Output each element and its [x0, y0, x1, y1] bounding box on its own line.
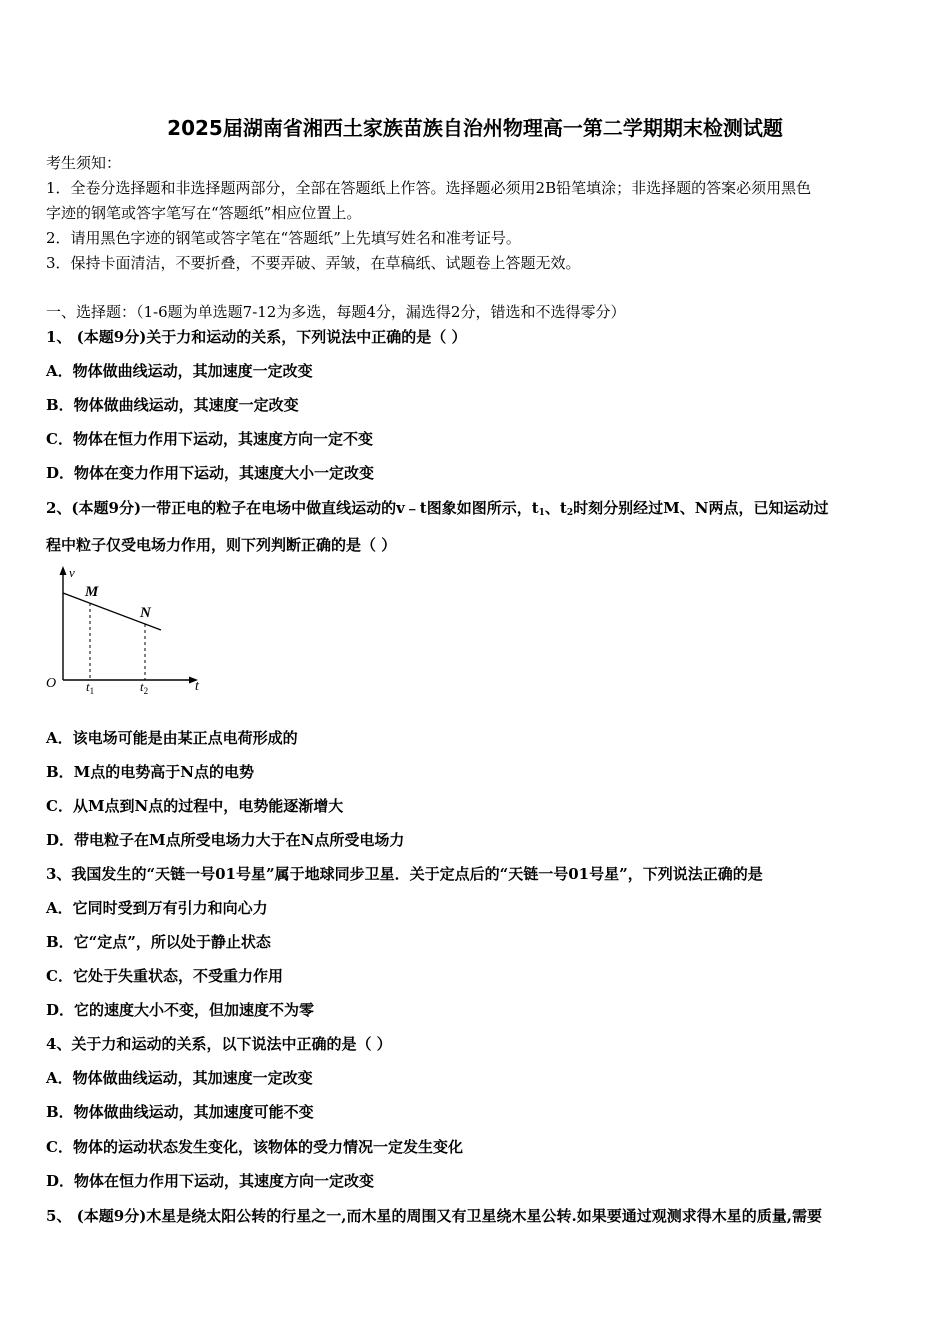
m-label: M [85, 584, 99, 600]
t-label: t [195, 679, 199, 694]
notice-item: 3．保持卡面清洁，不要折叠，不要弄破、弄皱，在草稿纸、试题卷上答题无效。 [46, 254, 581, 272]
question-3-option-b: B．它“定点”，所以处于静止状态 [46, 933, 271, 951]
question-1-stem: 1、 (本题9分)关于力和运动的关系，下列说法中正确的是（ ） [46, 328, 467, 346]
question-4-option-b: B．物体做曲线运动，其加速度可能不变 [46, 1103, 314, 1121]
t1-sub: 1 [89, 686, 95, 696]
v-label: v [69, 565, 75, 580]
notice-item: 字迹的钢笔或答字笔写在“答题纸”相应位置上。 [46, 204, 362, 222]
question-2-stem-part: 时刻分别经过M、N两点，已知运动过 [573, 499, 829, 517]
subscript: 1 [538, 508, 545, 518]
t2-label [140, 679, 148, 696]
question-4-option-c: C．物体的运动状态发生变化，该物体的受力情况一定发生变化 [46, 1138, 463, 1156]
notice-item: 1．全卷分选择题和非选择题两部分，全部在答题纸上作答。选择题必须用2B铅笔填涂；非选择题的答案必须用黑色 [46, 179, 812, 197]
question-2-stem-line1 [46, 498, 828, 523]
question-3-option-c: C．它处于失重状态，不受重力作用 [46, 967, 283, 985]
t1-letter: t [86, 679, 90, 694]
t2-sub: 2 [143, 686, 149, 696]
vt-graph [40, 563, 220, 703]
question-2-option-a: A．该电场可能是由某正点电荷形成的 [46, 729, 298, 747]
question-5-stem: 5、 (本题9分)木星是绕太阳公转的行星之一,而木星的周围又有卫星绕木星公转.如果要通过观测求得木星的质量,需要 [46, 1207, 822, 1225]
question-4-stem: 4、关于力和运动的关系，以下说法中正确的是（ ） [46, 1035, 392, 1053]
question-2-stem-line2: 程中粒子仅受电场力作用，则下列判断正确的是（ ） [46, 536, 397, 554]
v-axis-arrow [60, 566, 67, 575]
question-2-stem-part: 、t [544, 499, 567, 517]
subscript: 2 [566, 508, 574, 518]
origin-label: O [46, 676, 57, 691]
notice-heading: 考生须知： [46, 154, 122, 172]
question-1-option-d: D．物体在变力作用下运动，其速度大小一定改变 [46, 464, 375, 482]
question-4-option-d: D．物体在恒力作用下运动，其速度方向一定改变 [46, 1172, 375, 1190]
question-1-option-c: C．物体在恒力作用下运动，其速度方向一定不变 [46, 430, 373, 448]
question-3-stem: 3、我国发生的“天链一号01号星”属于地球同步卫星．关于定点后的“天链一号01号星”，下列说法正确的是 [46, 865, 763, 883]
question-2-option-d: D．带电粒子在M点所受电场力大于在N点所受电场力 [46, 831, 405, 849]
question-2-stem-part: 2、(本题9分)一带正电的粒子在电场中做直线运动的v﹣t图象如图所示，t [46, 499, 539, 517]
t1-label [86, 679, 94, 696]
question-2-option-b: B．M点的电势高于N点的电势 [46, 763, 254, 781]
t2-letter: t [140, 679, 144, 694]
notice-item: 2．请用黑色字迹的钢笔或答字笔在“答题纸”上先填写姓名和准考证号。 [46, 229, 521, 247]
page-title: 2025届湖南省湘西土家族苗族自治州物理高一第二学期期末检测试题 [167, 116, 783, 140]
question-2-option-c: C．从M点到N点的过程中，电势能逐渐增大 [46, 797, 344, 815]
question-3-option-d: D．它的速度大小不变，但加速度不为零 [46, 1001, 315, 1019]
n-label: N [140, 605, 151, 621]
question-1-option-a: A．物体做曲线运动，其加速度一定改变 [46, 362, 313, 380]
section-heading: 一、选择题：（1-6题为单选题7-12为多选，每题4分，漏选得2分，错选和不选得零分） [46, 303, 626, 321]
question-3-option-a: A．它同时受到万有引力和向心力 [46, 899, 268, 917]
question-1-option-b: B．物体做曲线运动，其速度一定改变 [46, 396, 299, 414]
question-4-option-a: A．物体做曲线运动，其加速度一定改变 [46, 1069, 313, 1087]
